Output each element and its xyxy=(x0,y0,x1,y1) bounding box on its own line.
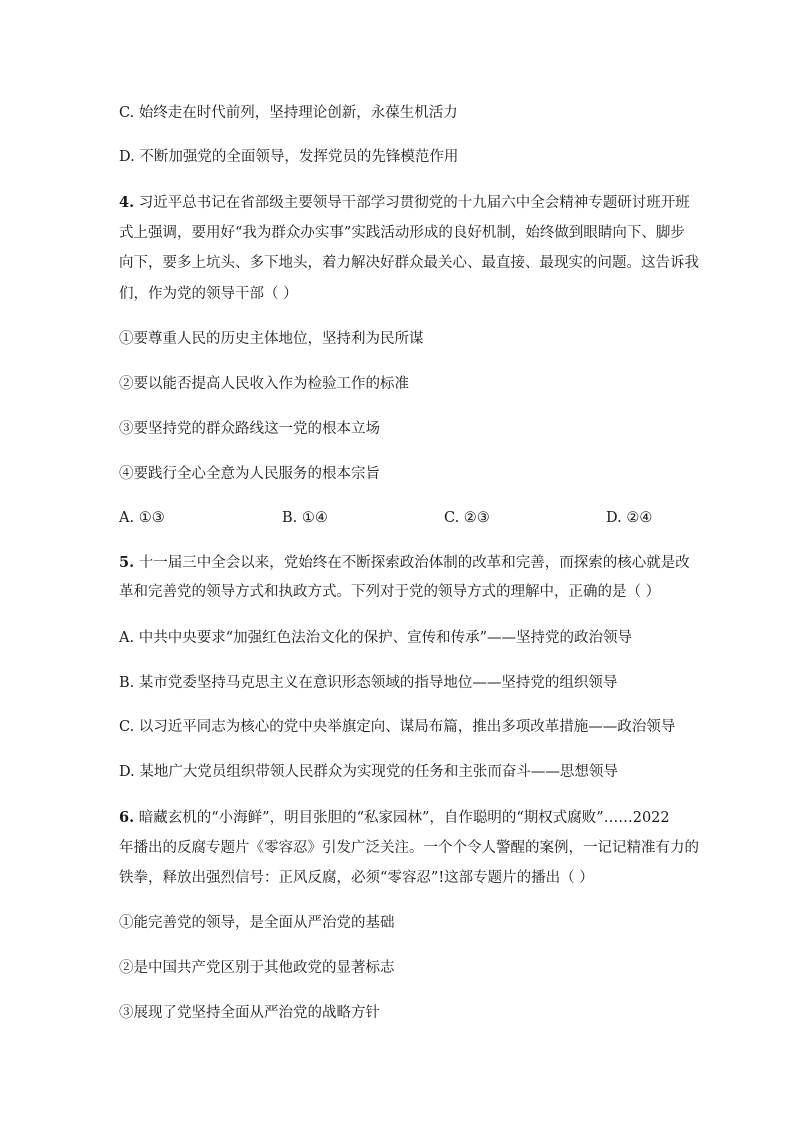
q6-item-3: ③展现了党坚持全面从严治党的战略方针 xyxy=(119,1005,380,1021)
q4-stem-line-4: 们，作为党的领导干部（ ） xyxy=(119,286,298,302)
q4-stem-line-3: 向下，要多上坑头、多下地头，着力解决好群众最关心、最直接、最现实的问题。这告诉我 xyxy=(119,255,699,271)
q5-option-b: B. 某市党委坚持马克思主义在意识形态领域的指导地位——坚持党的组织领导 xyxy=(119,675,618,691)
q4-item-2: ②要以能否提高人民收入作为检验工作的标准 xyxy=(119,376,409,392)
q4-choice-c: C. ②③ xyxy=(444,510,490,526)
q6-number: 6. xyxy=(119,809,135,826)
q3-option-c: C. 始终走在时代前列，坚持理论创新，永葆生机活力 xyxy=(119,105,458,121)
q4-choice-b: B. ①④ xyxy=(282,510,328,526)
q6-stem-line-3: 铁拳，释放出强烈信号：正风反腐，必须“零容忍”!这部专题片的播出（ ） xyxy=(119,870,594,886)
q6-stem-line-1 xyxy=(119,808,670,828)
q4-item-1: ①要尊重人民的历史主体地位，坚持利为民所谋 xyxy=(119,331,424,347)
q5-option-c: C. 以习近平同志为核心的党中央举旗定向、谋局布篇，推出多项改革措施——政治领导 xyxy=(119,719,676,735)
q5-stem-line-1 xyxy=(119,553,690,573)
q4-item-3: ③要坚持党的群众路线这一党的根本立场 xyxy=(119,421,380,437)
q5-option-d: D. 某地广大党员组织带领人民群众为实现党的任务和主张而奋斗——思想领导 xyxy=(119,764,618,780)
q4-stem-line-2: 式上强调，要用好“我为群众办实事”实践活动形成的良好机制，始终做到眼睛向下、脚步 xyxy=(119,225,685,241)
q3-option-d: D. 不断加强党的全面领导，发挥党员的先锋模范作用 xyxy=(119,149,459,165)
q5-stem-text-1: 十一届三中全会以来，党始终在不断探索政治体制的改革和完善，而探索的核心就是改 xyxy=(134,555,690,571)
q4-choice-a: A. ①③ xyxy=(119,510,165,526)
q4-number: 4. xyxy=(119,194,135,211)
q6-item-2: ②是中国共产党区别于其他政党的显著标志 xyxy=(119,960,395,976)
q5-option-a: A. 中共中央要求“加强红色法治文化的保护、宣传和传承”——坚持党的政治领导 xyxy=(119,630,633,646)
q5-stem-line-2: 革和完善党的领导方式和执政方式。下列对于党的领导方式的理解中，正确的是（ ） xyxy=(119,584,661,600)
q4-choice-d: D. ②④ xyxy=(606,510,653,526)
q6-stem-line-2: 年播出的反腐专题片《零容忍》引发广泛关注。一个个令人警醒的案例，一记记精准有力的 xyxy=(119,840,699,856)
q4-stem-text-1: 习近平总书记在省部级主要领导干部学习贯彻党的十九届六中全会精神专题研讨班开班 xyxy=(134,195,690,211)
q4-item-4: ④要践行全心全意为人民服务的根本宗旨 xyxy=(119,466,380,482)
q4-stem-line-1 xyxy=(119,193,690,213)
q6-item-1: ①能完善党的领导，是全面从严治党的基础 xyxy=(119,915,395,931)
q6-stem-text-1: 暗藏玄机的“小海鲜”，明目张胆的“私家园林”，自作聪明的“期权式腐败”……2022 xyxy=(134,810,670,826)
q5-number: 5. xyxy=(119,554,135,571)
